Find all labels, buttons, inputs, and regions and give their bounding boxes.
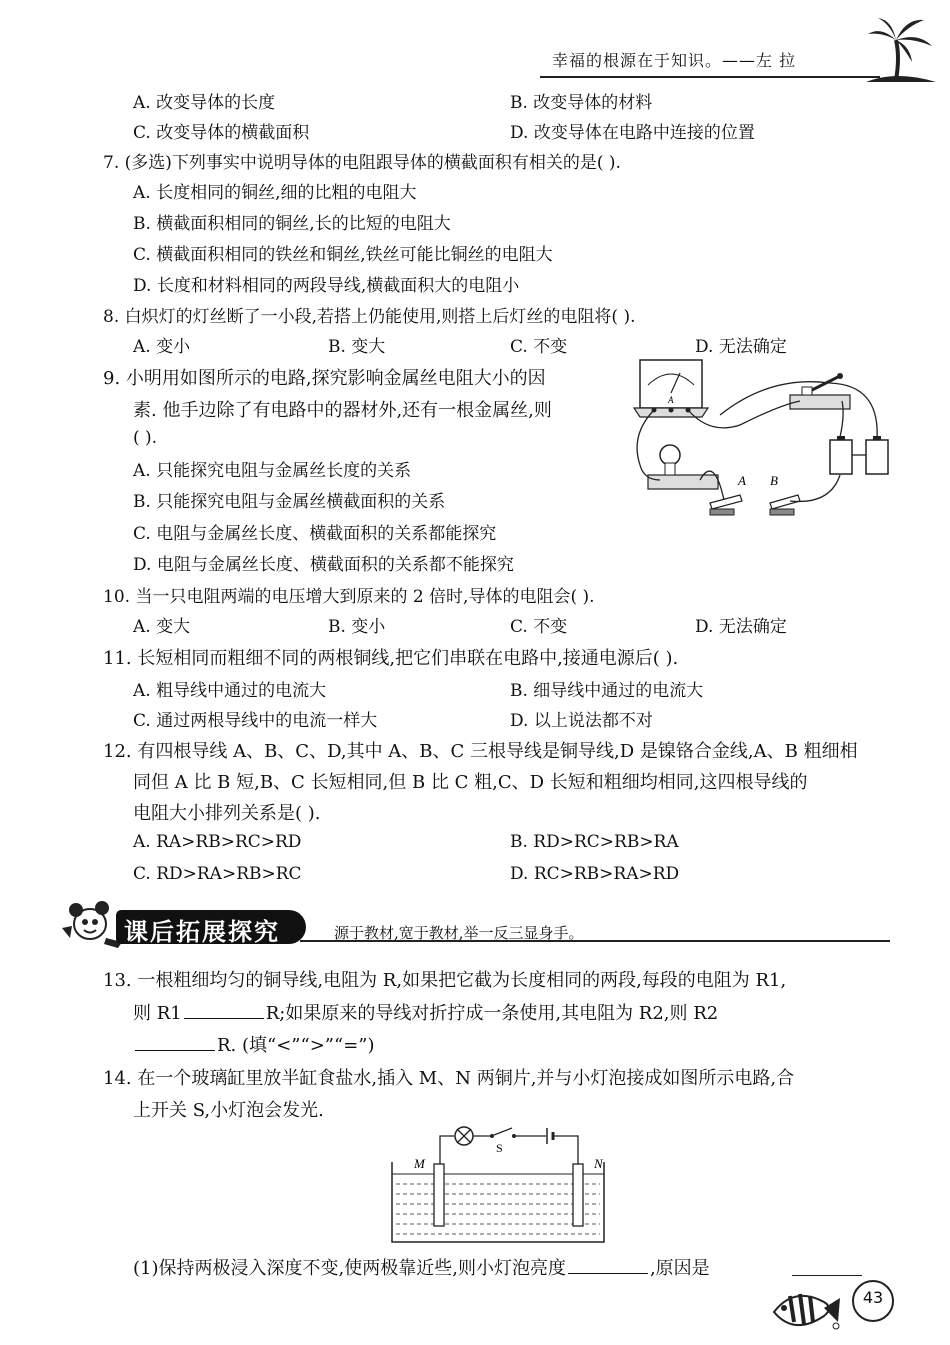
q9-line2: 素. 他手边除了有电路中的器材外,还有一根金属丝,则 [133,400,552,421]
electrode-n-label: N [594,1156,603,1171]
q7-option-c: C. 横截面积相同的铁丝和铜丝,铁丝可能比铜丝的电阻大 [133,245,553,265]
q14-part1 [133,1254,710,1280]
q9-line1: 9. 小明用如图所示的电路,探究影响金属丝电阻大小的因 [103,368,546,389]
q12-line2: 同但 A 比 B 短,B、C 长短相同,但 B 比 C 粗,C、D 长短和粗细均相同,这四根导线的 [133,772,808,793]
q10-option-b: B. 变小 [328,617,386,637]
q14-blank-1[interactable] [568,1272,648,1274]
q14-part1-text: (1)保持两极浸入深度不变,使两极靠近些,则小灯泡亮度 [133,1258,566,1279]
clip-b-icon [770,495,800,515]
q10-option-a: A. 变大 [133,617,191,637]
clip-a-label: A [738,473,746,488]
q7-option-b: B. 横截面积相同的铜丝,长的比短的电阻大 [133,214,451,234]
q12-option-c: C. RD>RA>RB>RC [133,864,302,884]
q12-line3: 电阻大小排列关系是( ). [133,803,321,824]
q11-option-a: A. 粗导线中通过的电流大 [133,681,327,701]
electrode-m [434,1164,444,1226]
q12-option-d: D. RC>RB>RA>RD [510,864,680,884]
ammeter-label: A [668,395,674,405]
q9-option-b: B. 只能探究电阻与金属丝横截面积的关系 [133,492,446,512]
q11-option-b: B. 细导线中通过的电流大 [510,681,704,701]
q9-option-d: D. 电阻与金属丝长度、横截面积的关系都不能探究 [133,555,514,575]
switch-label: S [496,1141,503,1155]
header-rule [540,76,880,78]
page-number: 43 [862,1288,884,1307]
q13-blank-2[interactable] [135,1049,215,1051]
q10-stem: 10. 当一只电阻两端的电压增大到原来的 2 倍时,导体的电阻会( ). [103,587,595,607]
q8-option-a: A. 变小 [133,337,191,357]
q6-option-d: D. 改变导体在电路中连接的位置 [510,123,755,143]
electrode-n [573,1164,583,1226]
q8-option-d: D. 无法确定 [695,337,787,357]
header-motto: 幸福的根源在于知识。——左 拉 [552,51,797,70]
q14-reason-line[interactable] [792,1275,862,1276]
clip-a-icon [710,495,742,515]
q11-stem: 11. 长短相同而粗细不同的两根铜线,把它们串联在电路中,接通电源后( ). [103,648,679,669]
bulb-icon [648,445,718,489]
q6-option-c: C. 改变导体的横截面积 [133,123,310,143]
q11-option-c: C. 通过两根导线中的电流一样大 [133,711,378,731]
clip-b-label: B [770,473,778,488]
q13-line2-start: 则 R1 [133,1003,182,1024]
q13-line1: 13. 一根粗细均匀的铜导线,电阻为 R,如果把它截为长度相同的两段,每段的电阻为 R1, [103,970,787,991]
q7-option-a: A. 长度相同的铜丝,细的比粗的电阻大 [133,183,417,203]
q12-option-a: A. RA>RB>RC>RD [133,832,302,852]
q14-part1-reason: ,原因是 [649,1258,710,1279]
q10-option-c: C. 不变 [510,617,568,637]
q6-option-b: B. 改变导体的材料 [510,93,653,113]
q10-option-d: D. 无法确定 [695,617,787,637]
q13-line2-rest: R;如果原来的导线对折拧成一条使用,其电阻为 R2,则 R2 [265,1003,719,1024]
q9-circuit-figure [630,355,900,525]
switch-icon [790,373,850,409]
q8-stem: 8. 白炽灯的灯丝断了一小段,若搭上仍能使用,则搭上后灯丝的电阻将( ). [103,307,636,327]
q8-option-c: C. 不变 [510,337,568,357]
q14-line2: 上开关 S,小灯泡会发光. [133,1100,324,1121]
q9-line3: ( ). [133,428,158,448]
q14-tank-figure [390,1124,610,1246]
q6-option-a: A. 改变导体的长度 [133,93,276,113]
ammeter-icon [634,360,708,417]
q12-line1: 12. 有四根导线 A、B、C、D,其中 A、B、C 三根导线是铜导线,D 是镍铬合金线,A、B 粗细相 [103,741,858,762]
q13-line3-text: R. (填“<”“>”“=”) [217,1035,375,1056]
q8-option-b: B. 变大 [328,337,386,357]
switch-lever [494,1128,512,1135]
q13-line2 [133,999,718,1025]
q9-option-a: A. 只能探究电阻与金属丝长度的关系 [133,461,412,481]
q7-option-d: D. 长度和材料相同的两段导线,横截面积大的电阻小 [133,276,520,296]
section-slogan: 源于教材,宽于教材,举一反三显身手。 [334,924,584,942]
q12-option-b: B. RD>RC>RB>RA [510,832,679,852]
q14-line1: 14. 在一个玻璃缸里放半缸食盐水,插入 M、N 两铜片,并与小灯泡接成如图所示电路,合 [103,1068,795,1089]
q13-line3 [133,1031,375,1057]
q13-blank-1[interactable] [184,1017,264,1019]
electrode-m-label: M [414,1156,425,1171]
section-title: 课后拓展探究 [124,918,280,946]
q11-option-d: D. 以上说法都不对 [510,711,653,731]
fish-icon [770,1282,846,1336]
q9-option-c: C. 电阻与金属丝长度、横截面积的关系都能探究 [133,524,497,544]
q7-stem: 7. (多选)下列事实中说明导体的电阻跟导体的横截面积有相关的是( ). [103,153,621,173]
palm-tree-icon [866,12,936,82]
